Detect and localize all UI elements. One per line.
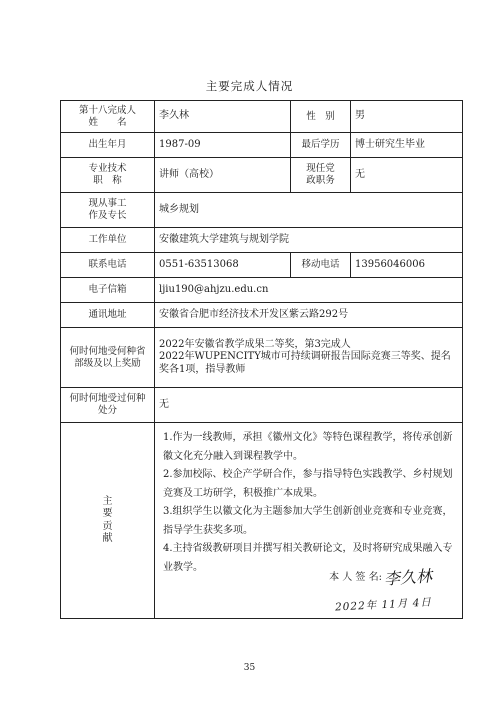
name-value: 李久林 <box>155 101 291 133</box>
award-label: 何时何地受何种省部级及以上奖励 <box>61 328 155 388</box>
contrib-label-char: 献 <box>102 533 113 544</box>
email-row <box>61 278 463 303</box>
name-label-cell <box>61 101 155 133</box>
award-value-cell <box>155 328 463 388</box>
post-label-1: 现任党 <box>306 163 335 175</box>
birth-label: 出生年月 <box>61 133 155 158</box>
punish-value: 无 <box>155 388 463 423</box>
award-line-1: 2022年安徽省教学成果二等奖，第3完成人 <box>159 338 351 350</box>
contrib-row <box>61 423 463 619</box>
post-value: 无 <box>351 158 463 193</box>
field-label-2: 作及专长 <box>88 210 127 221</box>
contrib-label-char: 要 <box>102 508 113 519</box>
field-row <box>61 193 463 228</box>
edu-value: 博士研究生毕业 <box>351 133 463 158</box>
gender-value: 男 <box>351 101 463 133</box>
email-value: ljiu190@ahjzu.edu.cn <box>155 278 463 303</box>
birth-row <box>61 133 463 158</box>
award-row <box>61 328 463 388</box>
email-label: 电子信箱 <box>61 278 155 303</box>
phone-label: 联系电话 <box>61 253 155 278</box>
info-table <box>60 100 463 619</box>
rank-label: 第十八完成人 <box>78 104 136 116</box>
field-value: 城乡规划 <box>155 193 463 228</box>
address-row <box>61 303 463 328</box>
name-row <box>61 101 463 133</box>
address-value: 安徽省合肥市经济技术开发区紫云路292号 <box>155 303 463 328</box>
title-row <box>61 158 463 193</box>
punish-row <box>61 388 463 423</box>
contrib-label-char: 主 <box>102 495 113 507</box>
page-title: 主要完成人情况 <box>205 79 294 93</box>
page-number: 35 <box>243 663 256 673</box>
signature-row <box>329 568 432 588</box>
prof-title-label-2: 职 称 <box>93 175 122 186</box>
contrib-item: 3.组织学生以徽文化为主题参加大学生创新创业竞赛和专业竞赛，指导学生获奖多项。 <box>163 506 453 536</box>
prof-title-label-cell <box>61 158 155 193</box>
sign-label: 本 人 签 名: <box>329 571 382 583</box>
field-label-cell <box>61 193 155 228</box>
edu-label: 最后学历 <box>291 133 351 158</box>
contrib-item: 2.参加校际、校企产学研合作，参与指导特色实践教学、乡村规划竞赛及工坊研学，积极推广本成果。 <box>163 469 453 499</box>
sign-date: 2022年 11月 4日 <box>334 596 433 614</box>
address-label: 通讯地址 <box>61 303 155 328</box>
org-row <box>61 228 463 253</box>
contrib-label-char: 贡 <box>102 520 113 532</box>
contrib-item: 1.作为一线教师，承担《徽州文化》等特色课程教学，将传承创新徽文化充分融入到课程教学中。 <box>163 432 453 462</box>
award-line-2: 2022年WUPENCITY城市可持续调研报告国际竞赛三等奖、提名奖各1项，指导教师 <box>159 351 451 375</box>
contrib-item: 4.主持省级教研项目并撰写相关教研论文，及时将研究成果融入专业教学。 <box>163 543 453 573</box>
post-label-cell <box>291 158 351 193</box>
field-label-1: 现从事工 <box>88 198 127 210</box>
phone-row <box>61 253 463 278</box>
phone-value: 0551-63513068 <box>155 253 291 278</box>
mobile-label: 移动电话 <box>291 253 351 278</box>
mobile-value: 13956046006 <box>351 253 463 278</box>
name-label: 姓 名 <box>88 116 127 128</box>
org-value: 安徽建筑大学建筑与规划学院 <box>155 228 463 253</box>
contrib-label <box>61 423 155 619</box>
contrib-body <box>155 423 463 619</box>
prof-title-label-1: 专业技术 <box>88 163 127 175</box>
post-label-2: 政职务 <box>306 175 335 186</box>
punish-label: 何时何地受过何种处分 <box>61 388 155 423</box>
prof-title-value: 讲师（高校） <box>155 158 291 193</box>
gender-label: 性 别 <box>291 101 351 133</box>
handwritten-signature: 李久林 <box>383 566 433 589</box>
birth-value: 1987-09 <box>155 133 291 158</box>
org-label: 工作单位 <box>61 228 155 253</box>
